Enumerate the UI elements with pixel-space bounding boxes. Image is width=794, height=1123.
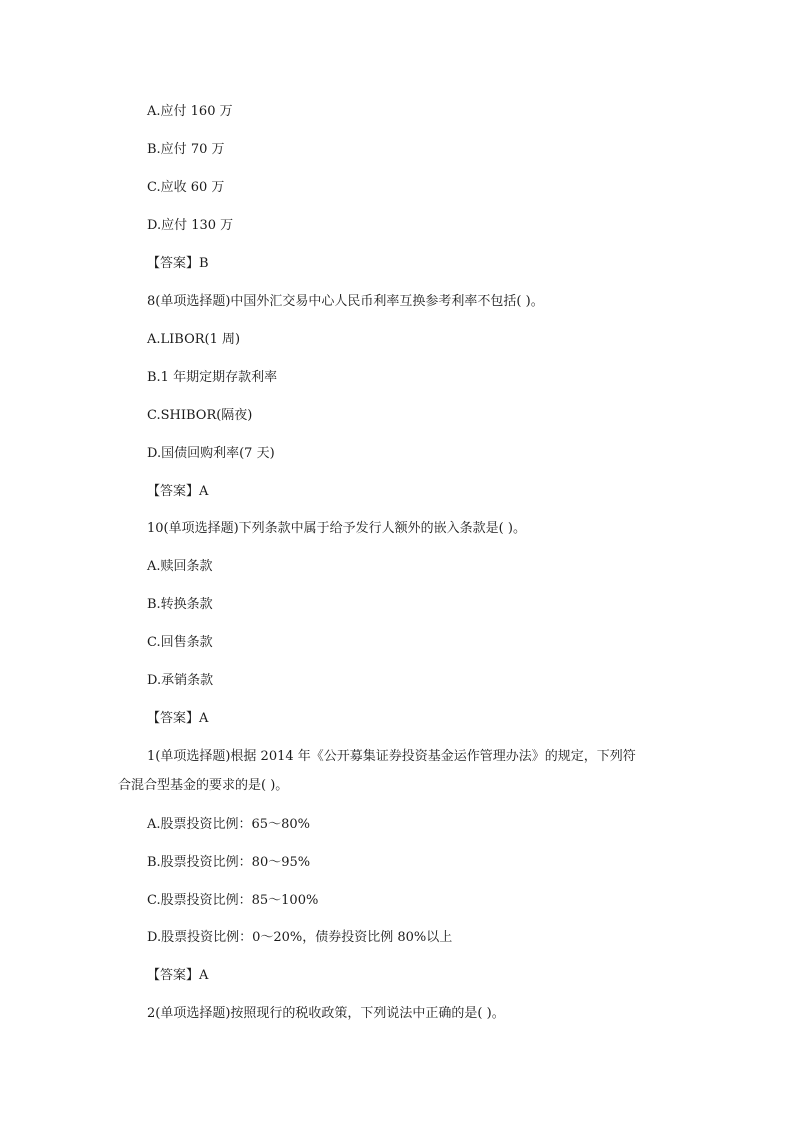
option-b: B.1 年期定期存款利率 <box>147 370 278 385</box>
option-b: B.股票投资比例：80～95% <box>147 855 311 870</box>
option-a: A.股票投资比例：65～80% <box>147 817 310 832</box>
option-d: D.国债回购利率(7 天) <box>147 446 275 461</box>
answer: 【答案】A <box>147 484 209 499</box>
option-d: D.承销条款 <box>147 673 214 688</box>
question: 10(单项选择题)下列条款中属于给予发行人额外的嵌入条款是( )。 <box>147 521 526 536</box>
option-c: C.回售条款 <box>147 635 213 650</box>
answer: 【答案】A <box>147 968 209 983</box>
option-c: C.股票投资比例：85～100% <box>147 893 319 908</box>
option-c: C.SHIBOR(隔夜) <box>147 408 253 423</box>
option-b: B.转换条款 <box>147 597 213 612</box>
answer: 【答案】A <box>147 711 209 726</box>
option-b: B.应付 70 万 <box>147 142 225 157</box>
option-a: A.LIBOR(1 周) <box>147 332 241 347</box>
question-continuation: 合混合型基金的要求的是( )。 <box>118 778 289 793</box>
option-c: C.应收 60 万 <box>147 180 225 195</box>
option-a: A.赎回条款 <box>147 559 213 574</box>
question: 2(单项选择题)按照现行的税收政策，下列说法中正确的是( )。 <box>147 1006 505 1021</box>
option-d: D.股票投资比例：0～20%，债券投资比例 80%以上 <box>147 930 453 945</box>
option-d: D.应付 130 万 <box>147 218 234 233</box>
option-a: A.应付 160 万 <box>147 104 233 119</box>
question: 1(单项选择题)根据 2014 年《公开募集证券投资基金运作管理办法》的规定，下列符 <box>147 749 636 764</box>
answer: 【答案】B <box>147 256 209 271</box>
question: 8(单项选择题)中国外汇交易中心人民币利率互换参考利率不包括( )。 <box>147 294 544 309</box>
